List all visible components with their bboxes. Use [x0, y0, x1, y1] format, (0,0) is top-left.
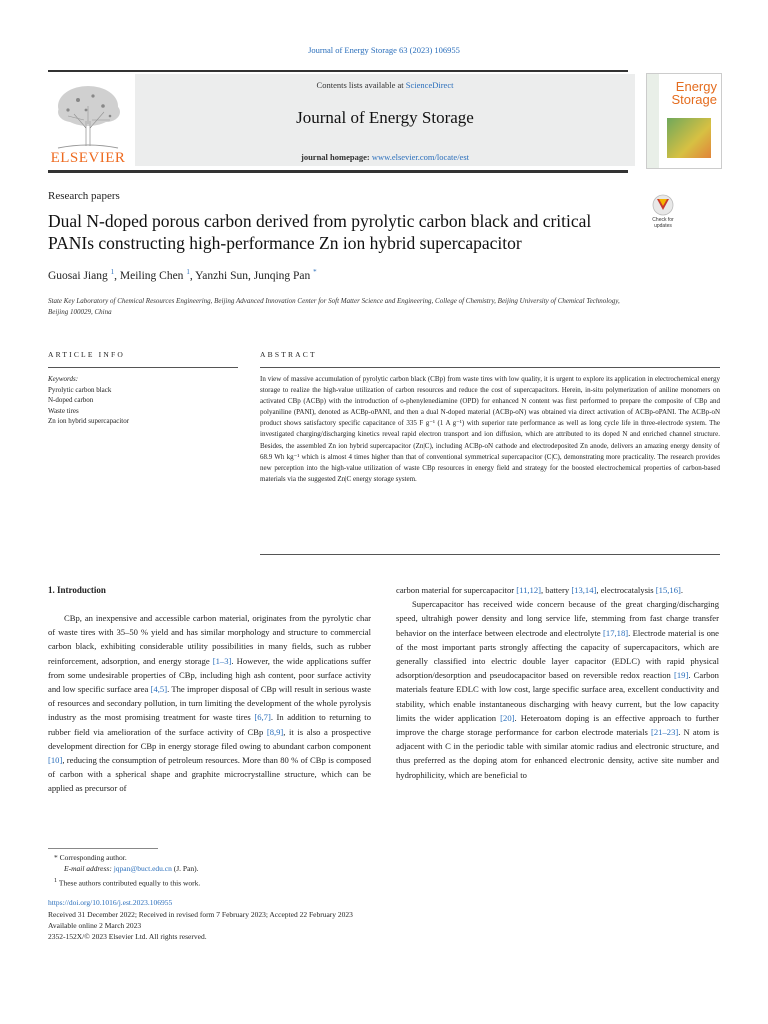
available-online-date: Available online 2 March 2023	[48, 921, 142, 930]
citation-link[interactable]: [17,18]	[603, 627, 629, 638]
keyword-item: N-doped carbon	[48, 396, 94, 405]
keyword-item: Pyrolytic carbon black	[48, 385, 112, 394]
badge-text-line2: updates	[654, 223, 672, 229]
citation-link[interactable]: [6,7]	[254, 712, 271, 723]
author-mark[interactable]: 1	[110, 268, 115, 276]
footnote-email: E-mail address: jqpan@buct.edu.cn (J. Pan).	[64, 864, 199, 873]
author-mark[interactable]: *	[313, 268, 317, 276]
citation-link[interactable]: [1–3]	[212, 655, 232, 666]
text-run: . However, the wide applications suffer from some undesirable properties of CBp, including high ash content, poor surface activity and low specific surface area	[48, 655, 371, 695]
footnote-equal-contribution: $^1$ These authors contributed equally to this work.	[54, 877, 201, 888]
received-dates: Received 31 December 2022; Received in revised form 7 February 2023; Accepted 22 February 2023	[48, 910, 353, 919]
author-name[interactable]: Yanzhi Sun	[195, 269, 248, 282]
article-section-label: Research papers	[48, 190, 120, 202]
text-run: , electrocatalysis	[596, 585, 656, 595]
intro-column-left	[48, 611, 371, 796]
text-run: carbon material for supercapacitor	[396, 585, 517, 595]
citation-link[interactable]: [8,9]	[266, 726, 284, 737]
text-run: . In addition to returning to rubber field via amelioration of the surface activity of CBp	[48, 712, 371, 737]
sciencedirect-link[interactable]: ScienceDirect	[405, 80, 454, 90]
abstract-rule	[260, 367, 720, 368]
intro-paragraph-continuation	[396, 583, 719, 597]
author-name[interactable]: Meiling Chen	[119, 269, 184, 282]
abstract-text: In view of massive accumulation of pyrolytic carbon black (CBp) from waste tires with low quality, it is urgent to explore its application in electrochemical energy storage to realize the high-value utilization of carbon resources and reduce the cost of supercapacitors. Herein, in-situ polymerization of aniline monomers on activated CBp (ACBp) with the introduction of o-phenylenediamine (OPD) for enhanced N content was first performed to prepare the composite of CBp and polyaniline (PANI), denoted as ACBp-oPANI, and then a dual N-doped material (ACBp-oN) was obtained via direct activation of ACBp-oPANI. The ACBp-oN product shows satisfactory specific capacitance of 335 F g⁻¹ (1 A g⁻¹) with superior rate performance as well as long cycle life in three-electrode system. The investigated charging/discharging kinetics reveal rapid electron transport and ion diffusion, which are attributed to its doped N and enriched channel structure. Besides, the assembled Zn ion hybrid supercapacitor (Zn|C), including ACBp-oN cathode and electrodeposited Zn anode, delivers an amazing energy density of 68.9 Wh kg⁻¹ which is almost 4 times higher than that of conventional symmetrical supercapacitor (C|C), demonstrating more practicality. The research provides new perception into the high-value utilization of waste CBp resources in energy field and strategy for the boosted electrochemical properties of carbon-based materials via the suggested Zn|C energy storage system.	[260, 375, 720, 483]
text-run: . The improper disposal of CBp will result in serious waste of resources and secondary pollution, in turn limiting the development of the whole pyrolysis industry as the most promising treatment for waste tires	[48, 684, 371, 723]
header-bottom-rule	[48, 170, 628, 173]
header-top-rule	[48, 70, 628, 72]
text-run: .	[680, 585, 684, 595]
keyword-item: Waste tires	[48, 406, 79, 415]
introduction-heading: 1. Introduction	[48, 585, 106, 595]
intro-paragraph	[48, 611, 371, 796]
cover-title-line1: Energy	[675, 79, 717, 94]
text-run: , it is also a prospective development direction for CBp in energy storage filed owing to abundant carbon component	[48, 726, 372, 751]
footnote-rule	[48, 848, 158, 849]
author-affiliation: State Key Laboratory of Chemical Resources Engineering, Beijing Advanced Innovation Center for Soft Matter Science and Engineering, College of Chemistry, Beijing University of Chemical Technology, Beijing 100029, China	[48, 297, 620, 316]
intro-column-right	[396, 583, 719, 782]
author-list: Guosai Jiang $^1$, Meiling Chen $^1$, Yanzhi Sun, Junqing Pan *	[48, 268, 317, 282]
text-run: . N atom is adjacent with C in the periodic table with similar atomic radius and electronic structure, and thus preferred as the doping atom for enhanced electronic density, active site number and hydrophilicity, which are beneficial to	[396, 727, 720, 780]
text-run: , battery	[541, 585, 572, 595]
cover-title-line2: Storage	[671, 92, 717, 107]
article-title: Dual N-doped porous carbon derived from pyrolytic carbon black and critical PANIs constructing high-performance Zn ion hybrid supercapacitor	[48, 211, 592, 253]
journal-name: Journal of Energy Storage	[296, 108, 474, 127]
homepage-link[interactable]: www.elsevier.com/locate/est	[371, 152, 469, 162]
footnote-corresponding: * Corresponding author.	[54, 853, 127, 862]
citation-link[interactable]: [19]	[674, 670, 689, 681]
journal-cover-image[interactable]	[646, 73, 722, 169]
email-link[interactable]: jqpan@buct.edu.cn	[113, 864, 172, 873]
text-run: , reducing the consumption of petroleum resources. More than 80 % of CBp is composed of carbon with a spherical shape and graphite microcrystalline structure, which can be applied as precursor of	[48, 755, 371, 794]
text-run: . Electrode material is one of the most important parts strongly affecting the capacity of supercapacitors, which are generally classified into electric double layer capacitor (EDLC) with rapid physical adsorption/desorption and pseudocapacitor based on reversible redox reaction	[396, 627, 719, 681]
elsevier-wordmark[interactable]: ELSEVIER	[50, 150, 126, 166]
journal-homepage-line: journal homepage: www.elsevier.com/locate/est	[300, 152, 469, 162]
article-info-heading: ARTICLE INFO	[48, 350, 125, 359]
author-mark[interactable]: 1	[186, 268, 190, 276]
keywords-block	[48, 374, 238, 427]
doi-link[interactable]: https://doi.org/10.1016/j.est.2023.106955	[48, 898, 173, 907]
copyright-notice: 2352-152X/© 2023 Elsevier Ltd. All rights reserved.	[48, 932, 207, 941]
intro-paragraph	[396, 597, 719, 782]
keyword-item: Zn ion hybrid supercapacitor	[48, 417, 130, 426]
text-run: . Heteroatom doping is an effective approach to further improve the charge storage performance for carbon electrode materials	[396, 712, 720, 738]
badge-text-line1: Check for	[652, 217, 674, 223]
text-run: . Carbon materials feature EDLC with low cost, large specific surface area, excellent conductivity and stability, which enable instantaneous discharging with heavy current, but the low capacity limits the wider application	[396, 670, 719, 723]
citation-link[interactable]: [21–23]	[651, 727, 679, 738]
citation-link[interactable]: [20]	[500, 712, 515, 723]
citation-link[interactable]: [13,14]	[571, 585, 597, 595]
abstract-heading: ABSTRACT	[260, 350, 317, 359]
contents-line: Contents lists available at ScienceDirect	[316, 80, 454, 90]
author-name[interactable]: Guosai Jiang	[48, 269, 108, 282]
keywords-label: Keywords:	[48, 375, 79, 383]
check-for-updates-icon[interactable]	[646, 194, 680, 230]
author-name[interactable]: Junqing Pan	[253, 269, 311, 282]
text-run: Supercapacitor has received wide concern because of the great charging/discharging speed, ultrahigh power density and long service life, stemming from fast charge transfer behavior on the interface between electrode and electrolyte	[396, 599, 719, 638]
citation-link[interactable]: [11,12]	[516, 585, 541, 595]
journal-citation[interactable]: Journal of Energy Storage 63 (2023) 106955	[308, 45, 460, 55]
citation-link[interactable]: [15,16]	[655, 585, 681, 595]
abstract-bottom-rule	[260, 554, 720, 555]
text-run: CBp, an inexpensive and accessible carbon material, originates from the pyrolytic char of waste tires with 35–50 % yield and has similar morphology and structure to commercial carbon black, exhibiting considerable utility possibilities in many fields, such as rubber reinforcement, adsorption, and energy storage	[48, 613, 371, 666]
citation-link[interactable]: [10]	[48, 755, 63, 766]
citation-link[interactable]: [4,5]	[150, 684, 168, 695]
article-info-rule	[48, 367, 238, 368]
